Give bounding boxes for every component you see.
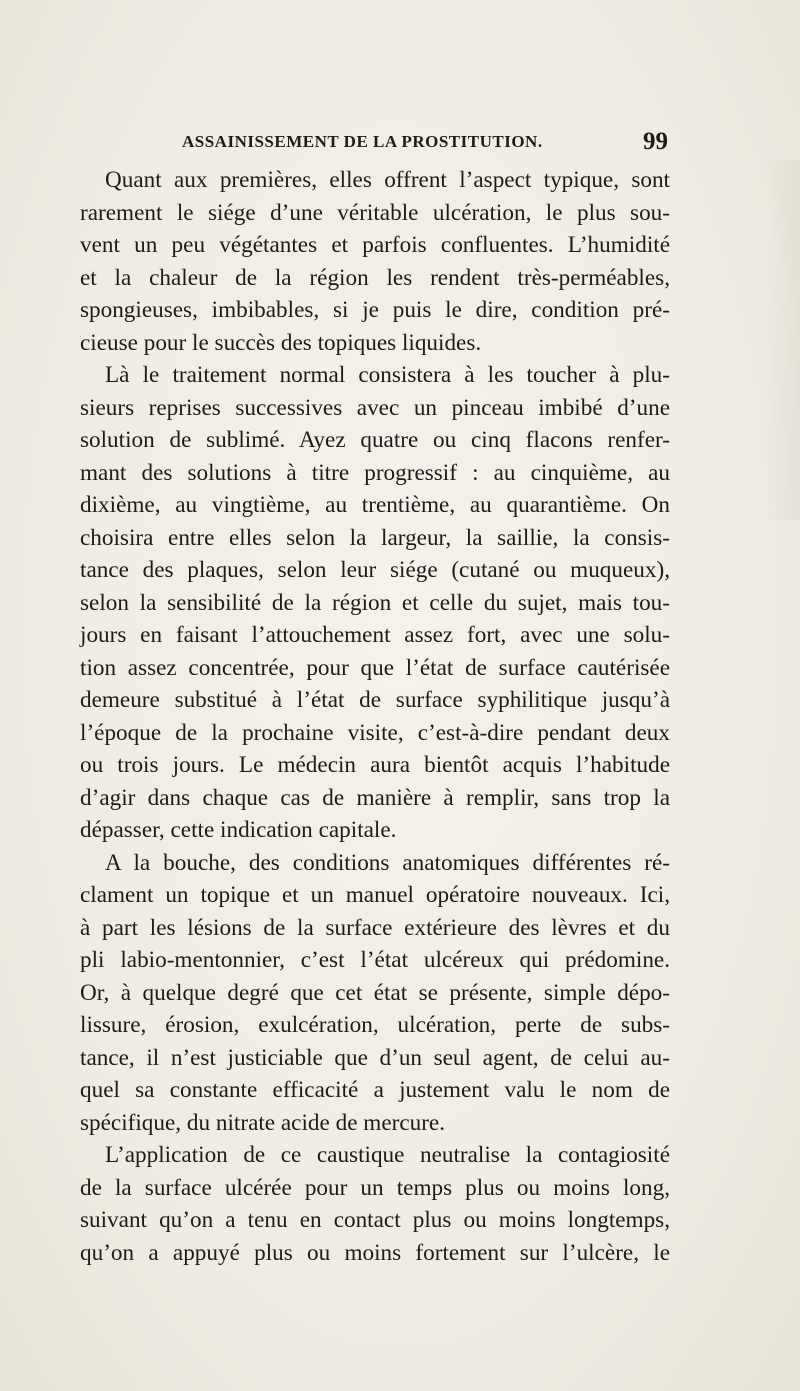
- text-line: cieuse pour le succès des topiques liquides.: [80, 329, 482, 356]
- text-line: A la bouche, des conditions anatomiques différentes ré-: [105, 849, 670, 876]
- text-line: sieurs reprises successives avec un pinceau imbibé d’une: [80, 394, 670, 421]
- text-line: spongieuses, imbibables, si je puis le dire, condition pré-: [80, 297, 670, 323]
- text-line: qu’on a appuyé plus ou moins fortement sur l’ulcère, le: [80, 1239, 670, 1266]
- text-line: l’époque de la prochaine visite, c’est-à-dire pendant deux: [80, 719, 670, 746]
- body-text: [80, 164, 670, 1269]
- page-edge-shadow: [764, 160, 800, 520]
- text-line: ou trois jours. Le médecin aura bientôt acquis l’habitude: [80, 752, 670, 778]
- text-line: rarement le siége d’une véritable ulcération, le plus sou-: [80, 199, 670, 226]
- text-line: dixième, au vingtième, au trentième, au quarantième. On: [80, 492, 670, 518]
- text-line: solution de sublimé. Ayez quatre ou cinq flacons renfer-: [80, 427, 670, 453]
- text-line: demeure substitué à l’état de surface syphilitique jusqu’à: [80, 687, 670, 713]
- text-line: spécifique, du nitrate acide de mercure.: [80, 1109, 446, 1136]
- text-line: tion assez concentrée, pour que l’état de surface cautérisée: [80, 654, 670, 681]
- page-header: [80, 128, 670, 158]
- text-line: selon la sensibilité de la région et celle du sujet, mais tou-: [80, 589, 670, 616]
- text-line: L’application de ce caustique neutralise la contagiosité: [105, 1142, 670, 1168]
- text-line: et la chaleur de la région les rendent très-perméables,: [80, 264, 670, 291]
- text-line: tance des plaques, selon leur siége (cutané ou muqueux),: [80, 557, 670, 583]
- text-line: lissure, érosion, exulcération, ulcération, perte de subs-: [80, 1012, 670, 1038]
- text-line: quel sa constante efficacité a justement valu le nom de: [80, 1077, 670, 1103]
- text-line: dépasser, cette indication capitale.: [80, 817, 397, 843]
- page-number: 99: [643, 128, 668, 155]
- text-line: mant des solutions à titre progressif : au cinquième, au: [80, 459, 670, 486]
- text-line: choisira entre elles selon la largeur, la saillie, la consis-: [80, 524, 670, 551]
- text-line: suivant qu’on a tenu en contact plus ou moins longtemps,: [80, 1207, 670, 1233]
- text-line: Là le traitement normal consistera à les toucher à plu-: [105, 362, 670, 388]
- text-line: Or, à quelque degré que cet état se présente, simple dépo-: [80, 979, 670, 1006]
- text-line: à part les lésions de la surface extérieure des lèvres et du: [80, 914, 670, 941]
- text-line: vent un peu végétantes et parfois confluentes. L’humidité: [80, 232, 670, 258]
- text-line: jours en faisant l’attouchement assez fort, avec une solu-: [80, 622, 670, 648]
- running-head: ASSAINISSEMENT DE LA PROSTITUTION.: [182, 132, 543, 151]
- text-line: Quant aux premières, elles offrent l’aspect typique, sont: [105, 167, 670, 193]
- text-line: d’agir dans chaque cas de manière à remplir, sans trop la: [80, 784, 670, 811]
- text-line: pli labio-mentonnier, c’est l’état ulcéreux qui prédomine.: [80, 947, 670, 973]
- text-line: clament un topique et un manuel opératoire nouveaux. Ici,: [80, 882, 670, 908]
- text-line: de la surface ulcérée pour un temps plus ou moins long,: [80, 1174, 670, 1201]
- text-line: tance, il n’est justiciable que d’un seul agent, de celui au-: [80, 1044, 670, 1071]
